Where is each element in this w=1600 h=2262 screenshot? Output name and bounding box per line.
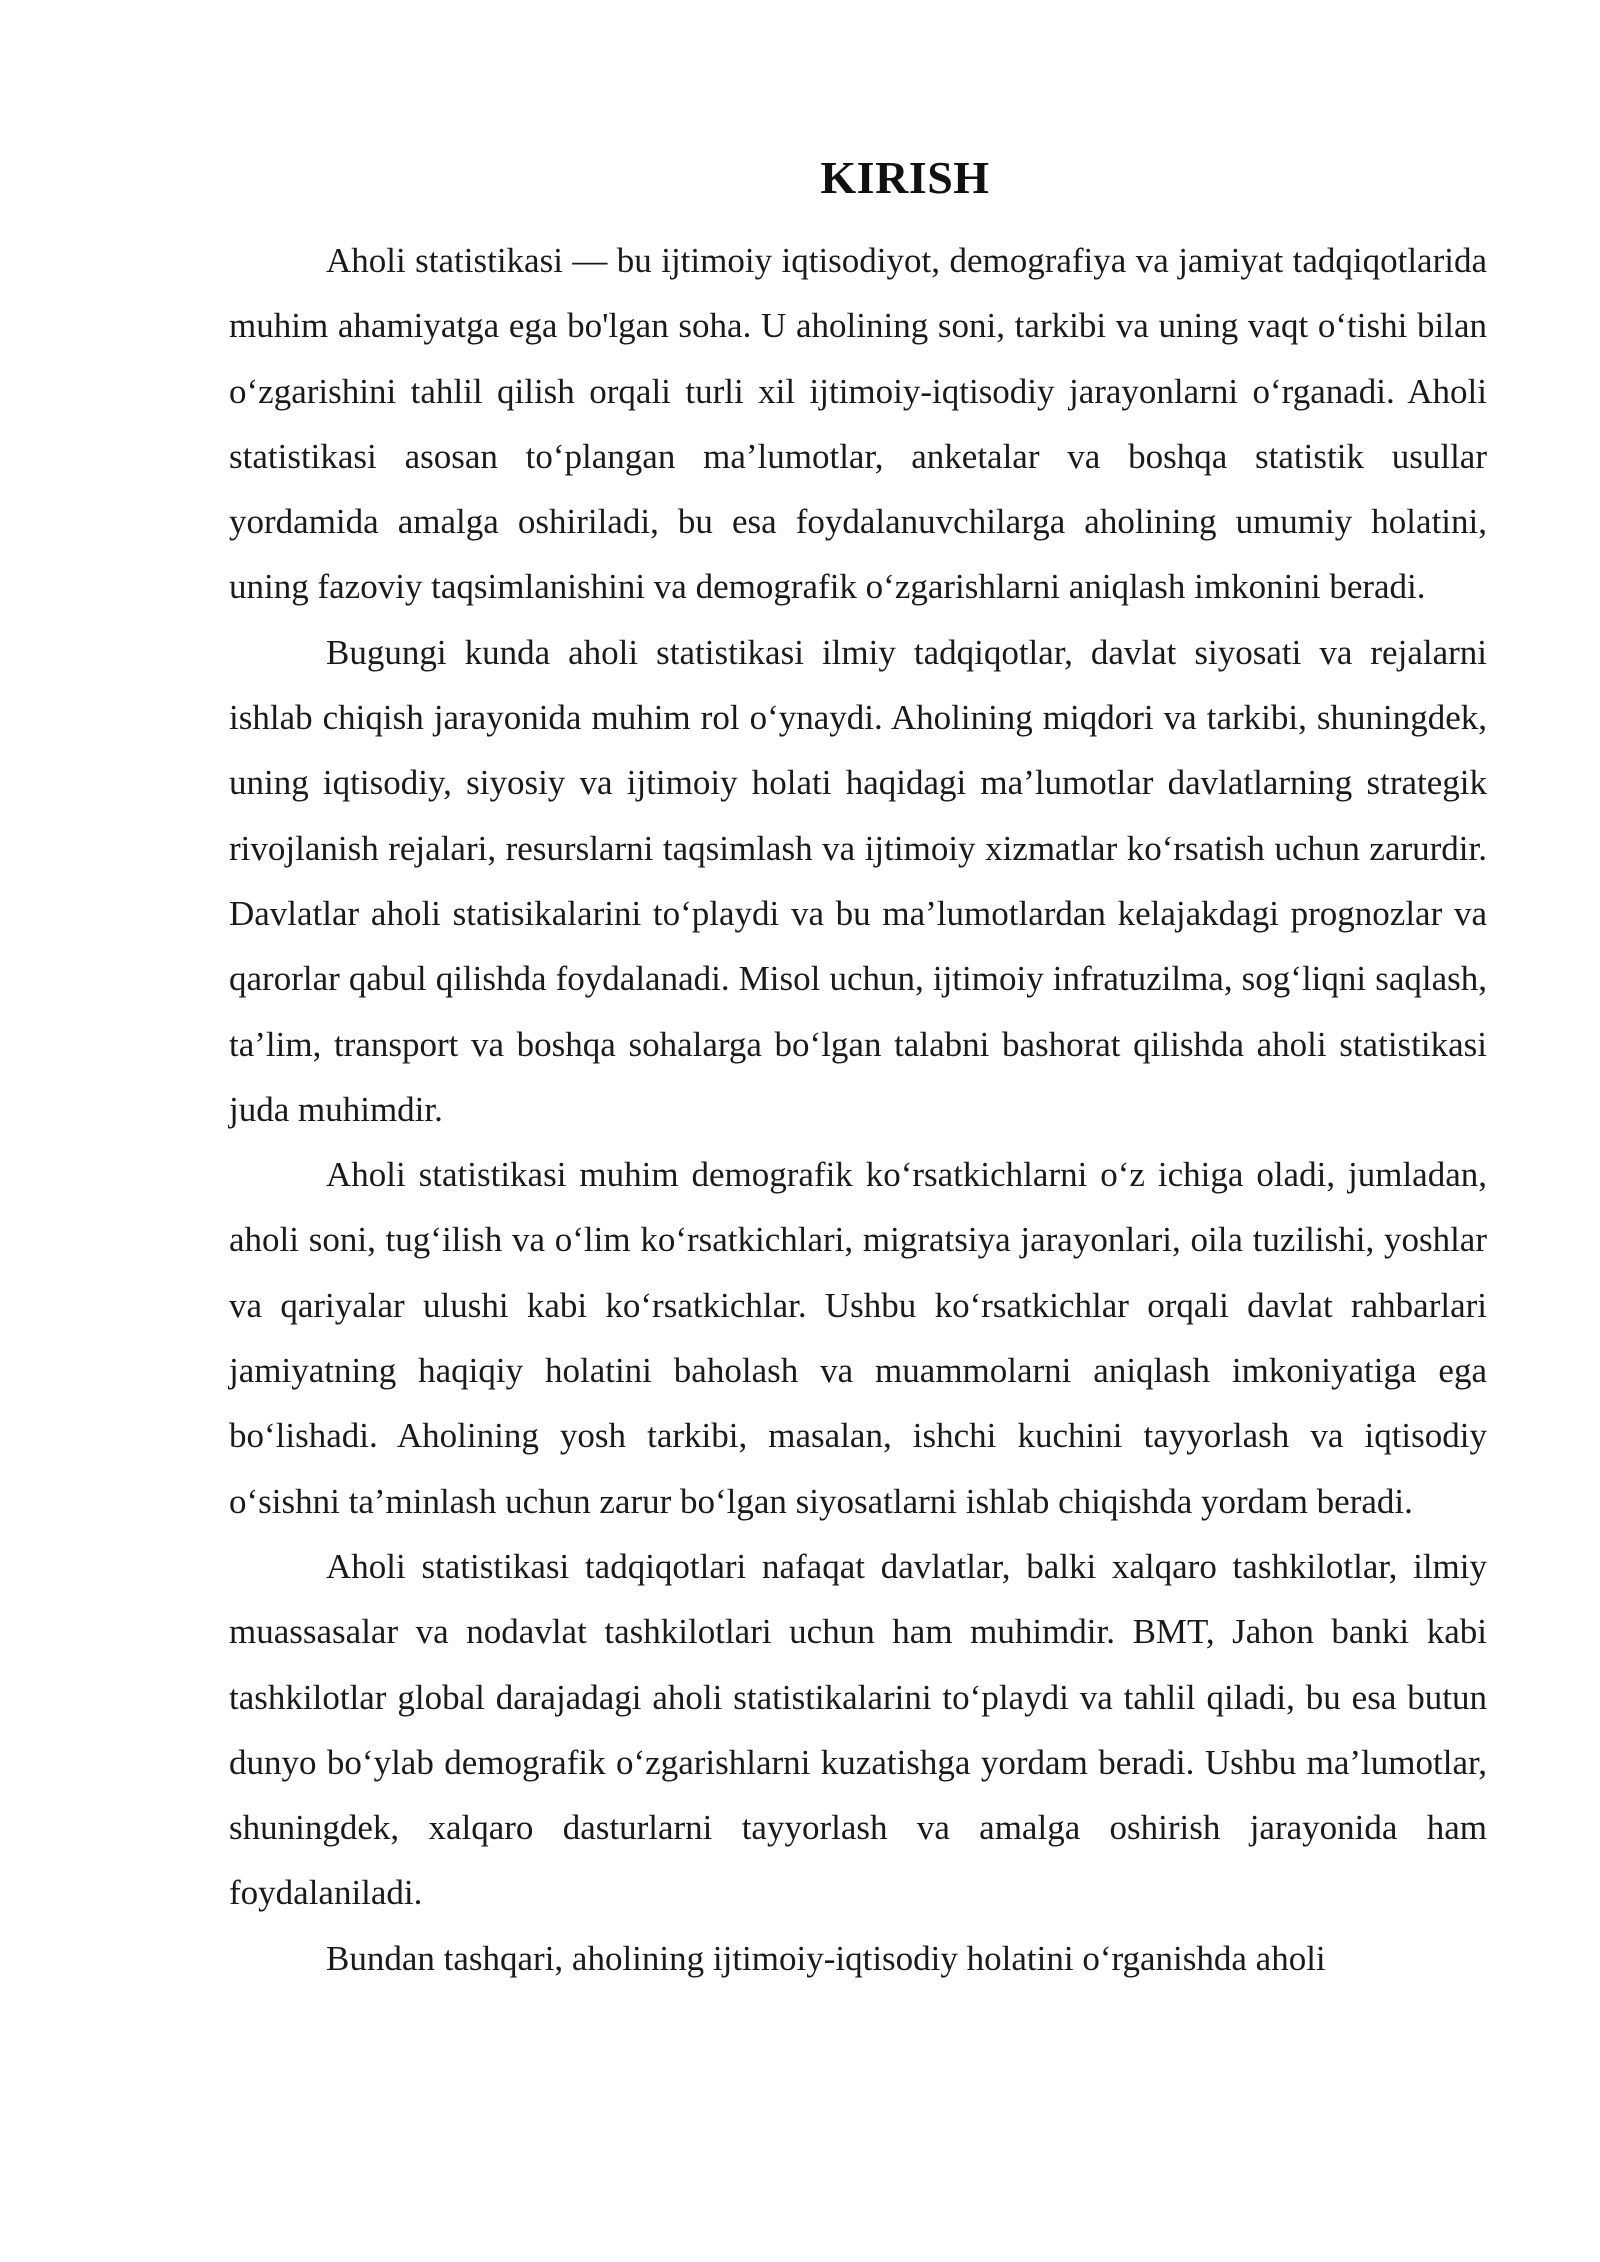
paragraph-4: Aholi statistikasi tadqiqotlari nafaqat davlatlar, balki xalqaro tashkilotlar, ilmiy muassasalar va nodavlat tashkilotlari uchun ham muhimdir. BMT, Jahon banki kabi tashkilotlar global darajadagi aholi statistikalarini to‘playdi va tahlil qiladi, bu esa butun dunyo bo‘ylab demografik o‘zgarishlarni kuzatishga yordam beradi. Ushbu ma’lumotlar, shuningdek, xalqaro dasturlarni tayyorlash va amalga oshirish jarayonida ham foydalaniladi.: [229, 1546, 1487, 1913]
page-title: KIRISH: [820, 152, 990, 203]
paragraph-1: Aholi statistikasi — bu ijtimoiy iqtisodiyot, demografiya va jamiyat tadqiqotlarida muhim ahamiyatga ega bo'lgan soha. U aholining soni, tarkibi va uning vaqt o‘tishi bilan o‘zgarishini tahlil qilish orqali turli xil ijtimoiy-iqtisodiy jarayonlarni o‘rganadi. Aholi statistikasi asosan to‘plangan ma’lumotlar, anketalar va boshqa statistik usullar yordamida amalga oshiriladi, bu esa foydalanuvchilarga aholining umumiy holatini, uning fazoviy taqsimlanishini va demografik o‘zgarishlarni aniqlash imkonini beradi.: [229, 241, 1487, 607]
paragraph-2: Bugungi kunda aholi statistikasi ilmiy tadqiqotlar, davlat siyosati va rejalarni ishlab chiqish jarayonida muhim rol o‘ynaydi. Aholining miqdori va tarkibi, shuningdek, uning iqtisodiy, siyosiy va ijtimoiy holati haqidagi ma’lumotlar davlatlarning strategik rivojlanish rejalari, resurslarni taqsimlash va ijtimoiy xizmatlar ko‘rsatish uchun zarurdir. Davlatlar aholi statisikalarini to‘playdi va bu ma’lumotlardan kelajakdagi prognozlar va qarorlar qabul qilishda foydalanadi. Misol uchun, ijtimoiy infratuzilma, sog‘liqni saqlash, ta’lim, transport va boshqa sohalarga bo‘lgan talabni bashorat qilishda aholi statistikasi juda muhimdir.: [229, 632, 1487, 1129]
paragraph-3: Aholi statistikasi muhim demografik ko‘rsatkichlarni o‘z ichiga oladi, jumladan, aholi soni, tug‘ilish va o‘lim ko‘rsatkichlari, migratsiya jarayonlari, oila tuzilishi, yoshlar va qariyalar ulushi kabi ko‘rsatkichlar. Ushbu ko‘rsatkichlar orqali davlat rahbarlari jamiyatning haqiqiy holatini baholash va muammolarni aniqlash imkoniyatiga ega bo‘lishadi. Aholining yosh tarkibi, masalan, ishchi kuchini tayyorlash va iqtisodiy o‘sishni ta’minlash uchun zarur bo‘lgan siyosatlarni ishlab chiqishda yordam beradi.: [229, 1155, 1487, 1521]
paragraph-5: Bundan tashqari, aholining ijtimoiy-iqtisodiy holatini o‘rganishda aholi: [326, 1938, 1326, 1978]
body-text: [229, 228, 1487, 1991]
